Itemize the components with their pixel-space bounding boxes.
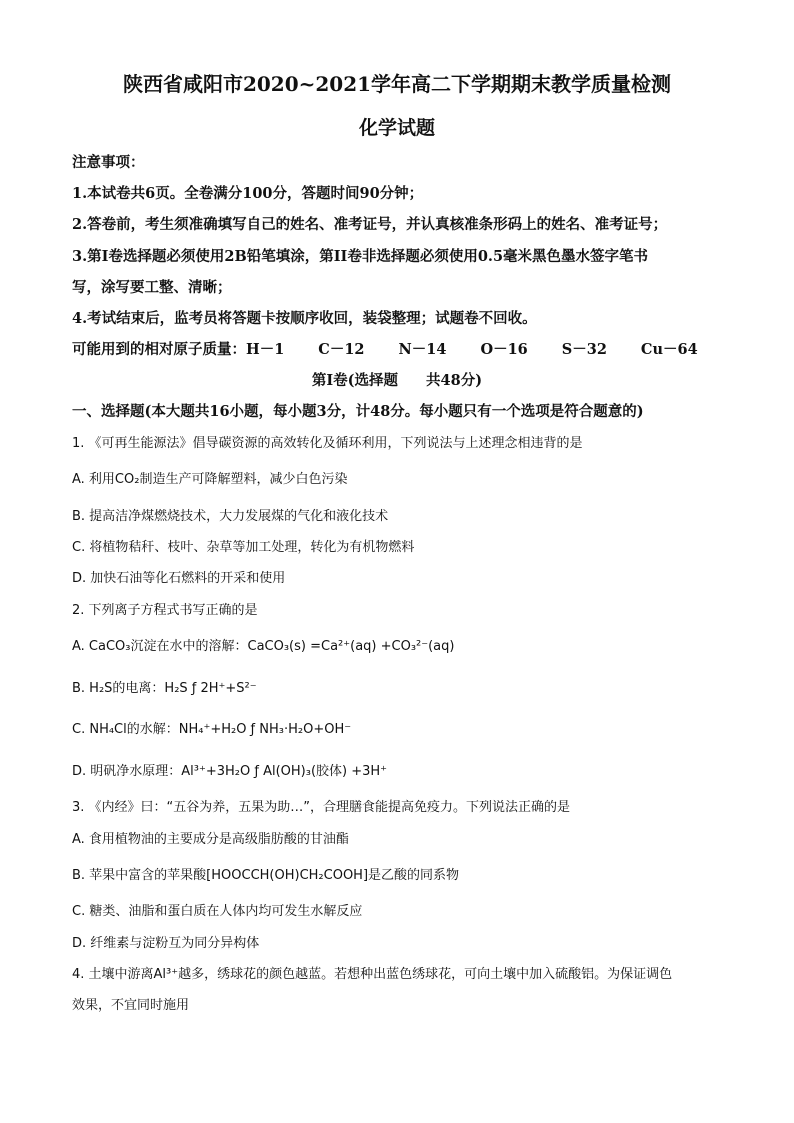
atomic-mass-item: S－32: [561, 341, 607, 358]
exam-title: 陕西省咸阳市2020~2021学年高二下学期期末教学质量检测: [122, 72, 672, 96]
section-title-text: 第I卷(选择题: [311, 372, 399, 389]
question-option: A. 食用植物油的主要成分是高级脂肪酸的甘油酯: [72, 832, 349, 847]
note-item: 2.答卷前，考生须准确填写自己的姓名、准考证号，并认真核准条形码上的姓名、准考证号；: [72, 216, 668, 233]
note-item: 1.本试卷共6页。全卷满分100分，答题时间90分钟；: [72, 185, 424, 202]
atomic-mass-item: Cu－64: [640, 341, 698, 358]
question-stem: 1. 《可再生能源法》倡导碳资源的高效转化及循环利用，下列说法与上述理念相违背的是: [72, 436, 583, 451]
question-option: D. 明矾净水原理：Al³⁺+3H₂O ƒ Al(OH)₃(胶体) +3H⁺: [72, 764, 388, 779]
note-item: 3.第I卷选择题必须使用2B铅笔填涂，第II卷非选择题必须使用0.5毫米黑色墨水签字笔书: [72, 248, 649, 265]
question-option: D. 纤维素与淀粉互为同分异构体: [72, 936, 260, 951]
atomic-mass-item: O－16: [480, 341, 528, 358]
section-instruction: 一、选择题(本大题共16小题，每小题3分，计48分。每小题只有一个选项是符合题意的): [72, 403, 644, 420]
question-option: C. 将植物秸秆、枝叶、杂草等加工处理，转化为有机物燃料: [72, 540, 415, 555]
notes-heading: 注意事项：: [72, 154, 145, 171]
question-option: B. 苹果中富含的苹果酸[HOOCCH(OH)CH₂COOH]是乙酸的同系物: [72, 868, 460, 883]
question-option: A. 利用CO₂制造生产可降解塑料，减少白色污染: [72, 472, 348, 487]
exam-subtitle: 化学试题: [358, 117, 435, 139]
section-title: [0, 369, 794, 390]
section-score: 共48分): [426, 372, 483, 389]
atomic-mass-item: N－14: [398, 341, 447, 358]
note-item: 4.考试结束后，监考员将答题卡按顺序收回，装袋整理；试题卷不回收。: [72, 310, 537, 327]
question-option: C. 糖类、油脂和蛋白质在人体内均可发生水解反应: [72, 904, 363, 919]
question-option: B. H₂S的电离：H₂S ƒ 2H⁺+S²⁻: [72, 681, 257, 696]
question-option: B. 提高洁净煤燃烧技术，大力发展煤的气化和液化技术: [72, 509, 389, 524]
atomic-mass-item: H－1: [246, 341, 285, 358]
question-option: A. CaCO₃沉淀在水中的溶解：CaCO₃(s) =Ca²⁺(aq) +CO₃²⁻(aq): [72, 639, 455, 654]
question-stem: 2. 下列离子方程式书写正确的是: [72, 603, 258, 618]
atomic-mass-line: [72, 338, 698, 359]
atomic-mass-item: C－12: [318, 341, 365, 358]
question-option: D. 加快石油等化石燃料的开采和使用: [72, 571, 286, 586]
question-stem: 3. 《内经》曰：“五谷为养，五果为助…”，合理膳食能提高免疫力。下列说法正确的是: [72, 800, 571, 815]
question-stem: 4. 土壤中游离Al³⁺越多，绣球花的颜色越蓝。若想种出蓝色绣球花，可向土壤中加入硫酸铝。为保证调色: [72, 967, 673, 982]
question-option: C. NH₄Cl的水解：NH₄⁺+H₂O ƒ NH₃·H₂O+OH⁻: [72, 722, 352, 737]
note-item: 写，涂写要工整、清晰；: [72, 279, 232, 296]
question-stem-continued: 效果，不宜同时施用: [72, 998, 190, 1013]
atomic-mass-label: 可能用到的相对原子质量：: [72, 341, 246, 358]
